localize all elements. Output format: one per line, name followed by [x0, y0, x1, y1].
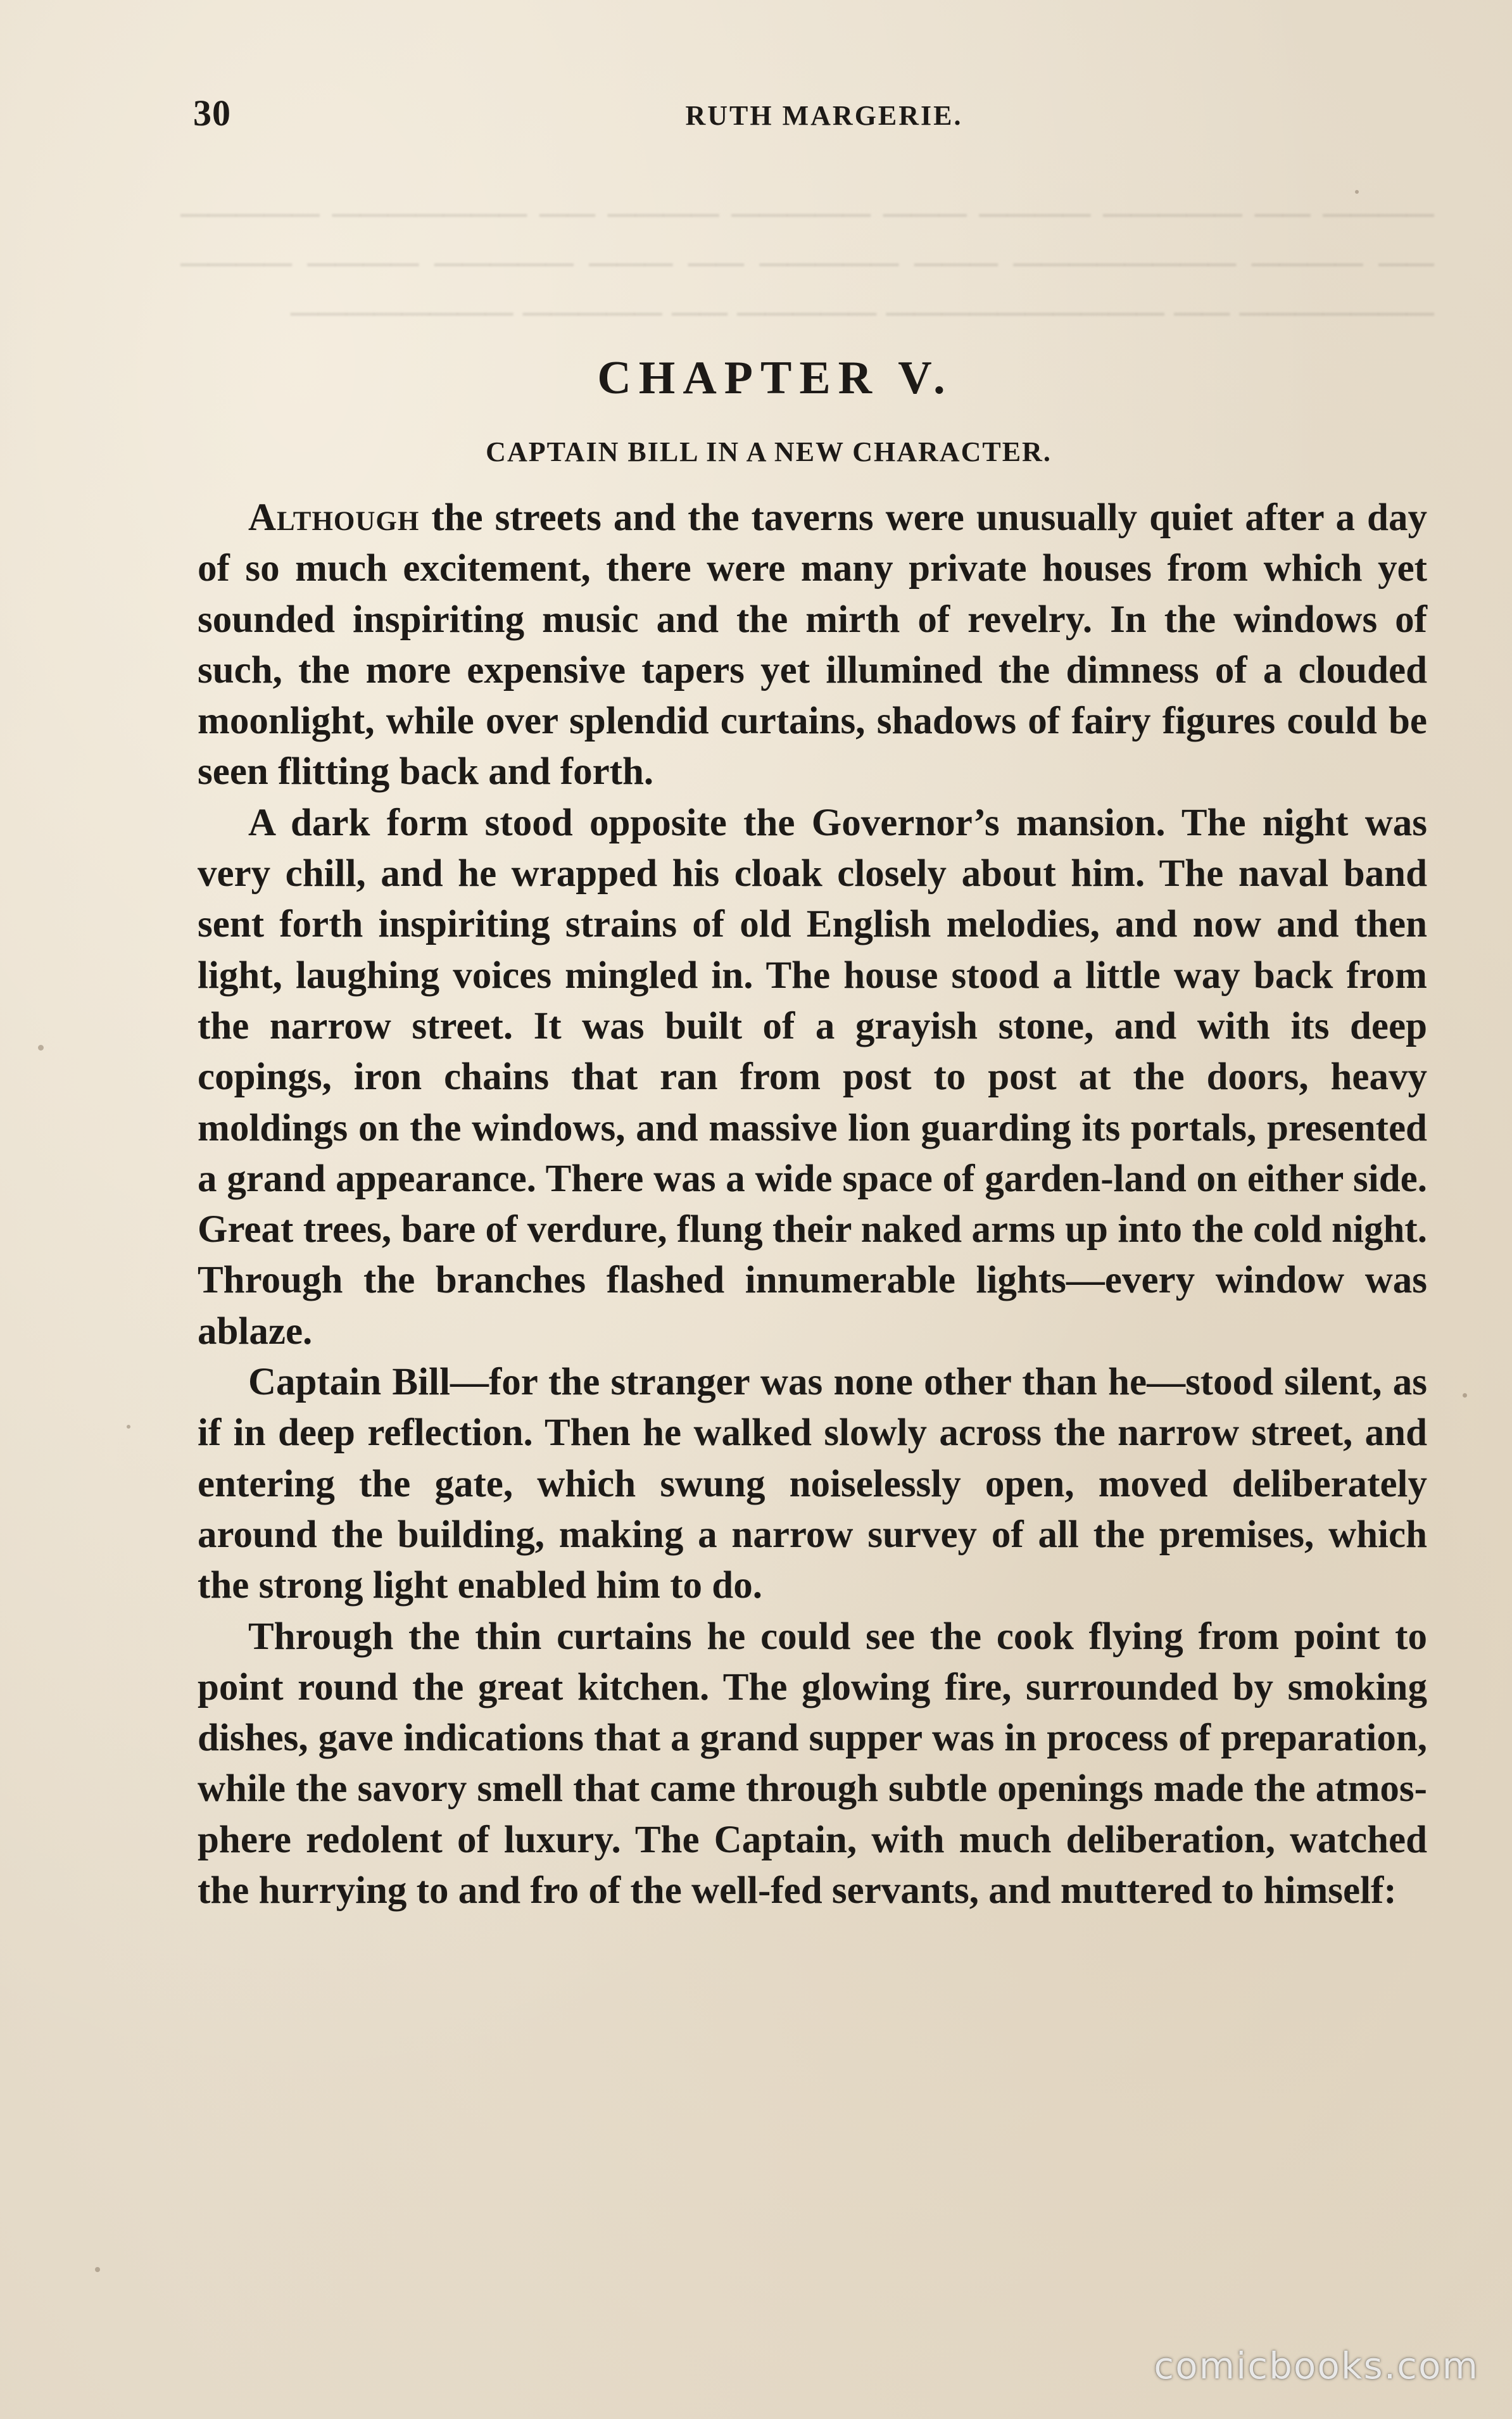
paper-speck [95, 2267, 100, 2272]
page-header [193, 92, 1430, 142]
page-number: 30 [193, 92, 231, 134]
paragraph-text: Captain Bill—for the stranger was none other than he—stood silent, as if in deep reflection. Then he walked slowly across the narrow street, and entering the gate, which swung noiselessly open, moved deliberately around the building, making a narrow survey of all the premises, which the strong light enabled him to do. [198, 1361, 1427, 1607]
lead-word: Although [248, 496, 420, 539]
paragraph-text: Through the thin curtains he could see the cook flying from point to point round the great kitchen. The glowing fire, surrounded by smoking dishes, gave indications that a grand supper was in process of preparation, while the savory smell that came through subtle openings made the atmosphere redolent of luxury. The Captain, with much deliberation, watched the hurrying to and fro of the well-fed servants, and muttered to himself: [198, 1615, 1427, 1912]
paper-speck [127, 1425, 130, 1429]
running-title: RUTH MARGERIE. [685, 100, 963, 131]
chapter-subtitle: CAPTAIN BILL IN A NEW CHARACTER. [486, 436, 1052, 467]
paragraph-text: the streets and the taverns were unusually quiet after a day of so much excitement, there were many private houses from which yet sounded inspiriting music and the mirth of revelry. In the windows of such, the more expensive tapers yet illumined the dimness of a clouded moonlight, while over splendid curtains, shadows of fairy figures could be seen flitting back and forth. [198, 496, 1427, 793]
bleed-through-text: ──── ── ───── ──── ─── ───── ──── ── ─────── ───── ── ──── ──────── ─── ───── ── ─── ───── ──── ──── ─────── ── ────────── ───── ── ───── ──────── [180, 193, 1434, 335]
paper-speck [1463, 1393, 1467, 1398]
paragraph-text: A dark form stood opposite the Governor’s mansion. The night was very chill, and he wrapped his cloak closely about him. The naval band sent forth inspiriting strains of old English melodies, and now and then light, laughing voices mingled in. The house stood a little way back from the narrow street. It was built of a grayish stone, and with its deep copings, iron chains that ran from post to post at the doors, heavy moldings on the windows, and massive lion guarding its portals, presented a grand appearance. There was a wide space of garden-land on either side. Great trees, bare of verdure, flung their naked arms up into the cold night. Through the branches flashed innumerable lights—every window was ablaze. [198, 801, 1427, 1353]
paragraph-2 [198, 798, 1427, 1357]
chapter-title: CHAPTER V. [597, 352, 953, 404]
paper-speck [38, 1045, 44, 1051]
paragraph-3 [198, 1357, 1427, 1611]
paper-speck [1355, 190, 1359, 194]
watermark: comicbooks.com [1154, 2344, 1479, 2387]
paragraph-4 [198, 1612, 1427, 1917]
paragraph-1 [198, 493, 1427, 798]
body-text [198, 493, 1427, 1916]
